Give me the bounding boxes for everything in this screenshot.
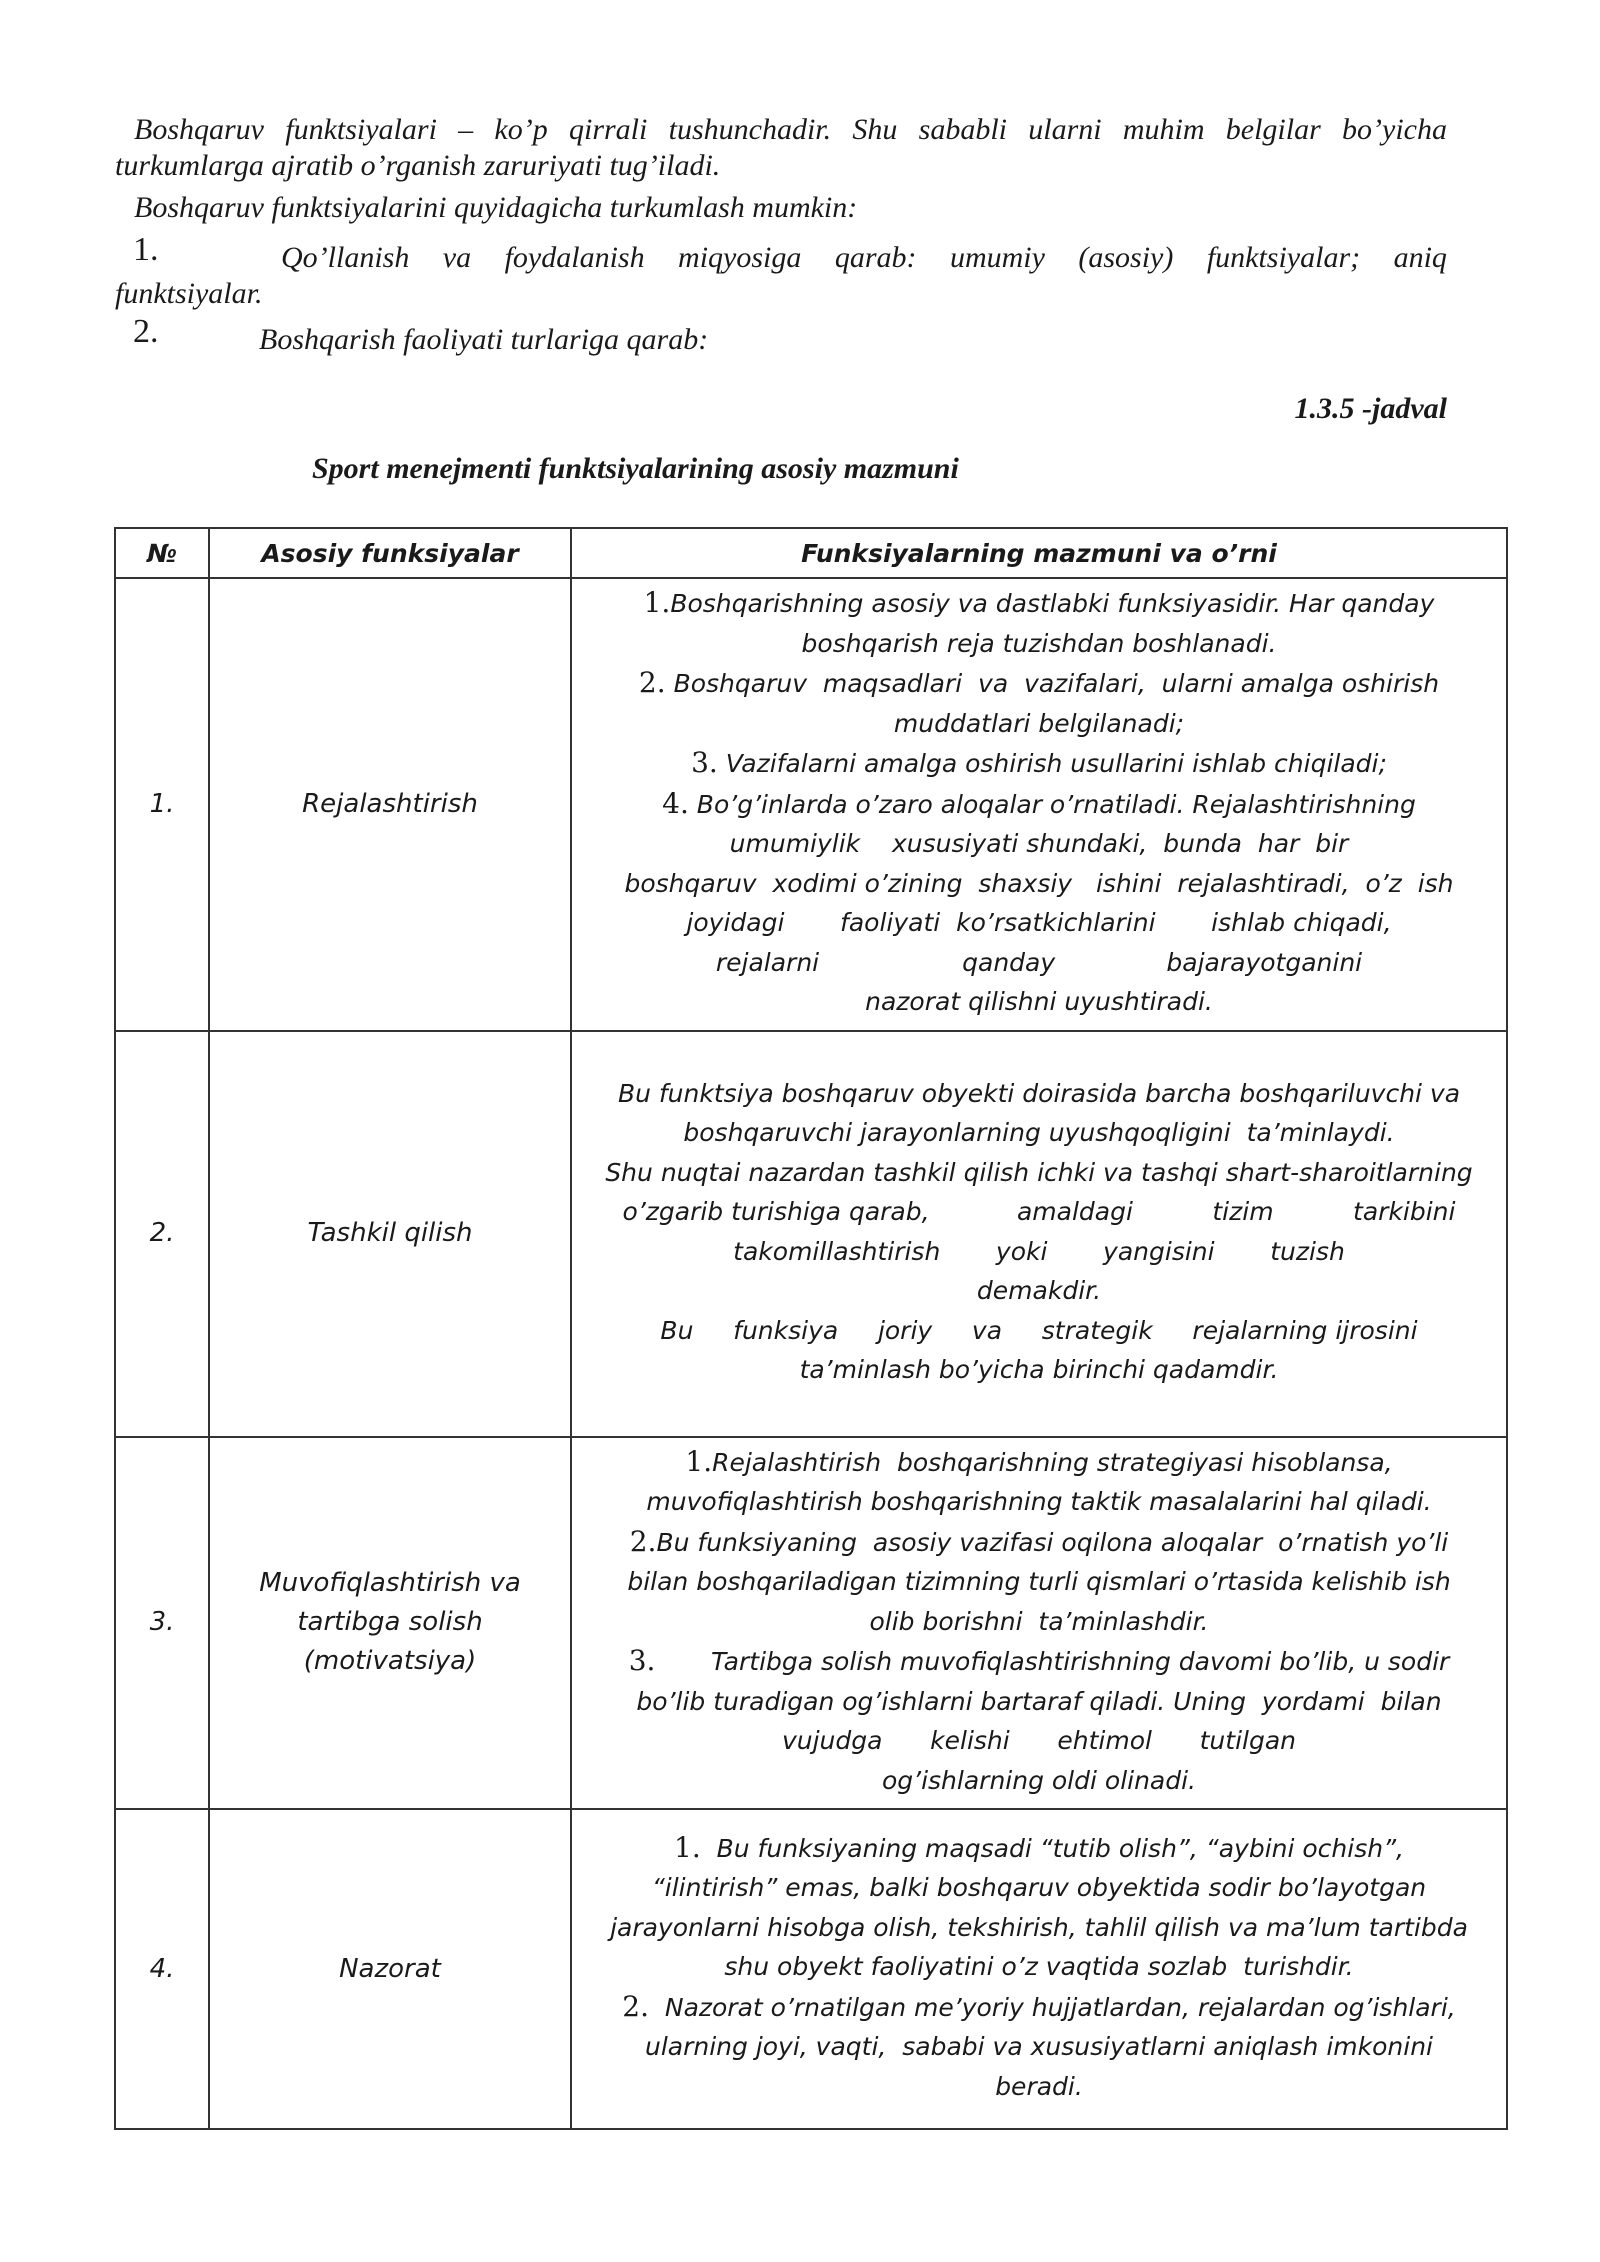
row-number: 1. [115, 578, 209, 1031]
item-number: 1. [643, 586, 671, 619]
description-line [586, 2067, 1492, 2107]
line-text: boshqaruv xodimi o’zining shaxsiy ishini rejalashtiradi, o’z ish [624, 868, 1454, 898]
line-text: bo’lib turadigan og’ishlarni bartaraf qiladi. Uning yordami bilan [636, 1686, 1442, 1716]
description-line [586, 1232, 1492, 1272]
function-description [571, 1437, 1507, 1810]
description-line [586, 1828, 1492, 1869]
line-text: Vazifalarni amalga oshirish usullarini ishlab chiqiladi; [717, 749, 1387, 778]
list-item-2-text: Boshqarish faoliyati turlariga qarab: [259, 323, 709, 356]
description-line [586, 1761, 1492, 1801]
line-text: Bu funksiyaning asosiy vazifasi oqilona aloqalar o’rnatish yo’li [656, 1527, 1449, 1557]
description-line [586, 1947, 1492, 1987]
table-header-row [115, 528, 1507, 578]
line-text: muvofiqlashtirish boshqarishning taktik masalalarini hal qiladi. [646, 1487, 1432, 1516]
list-item-1-word: funktsiyalar; [1206, 241, 1361, 274]
line-text: takomillashtirish yoki yangisini tuzish [733, 1236, 1345, 1266]
description-line [586, 1153, 1492, 1193]
line-text: Boshqarishning asosiy va dastlabki funksiyasidir. Har qanday [670, 589, 1435, 618]
line-text: demakdir. [976, 1276, 1102, 1305]
table-title: Sport menejmenti funktsiyalarining asosiy mazmuni [312, 452, 959, 485]
row-number: 2. [115, 1031, 209, 1437]
list-item-1-continuation: funktsiyalar. [115, 277, 263, 310]
description-line [586, 824, 1492, 864]
item-number: 1. [674, 1830, 701, 1864]
line-text: rejalarni qanday bajarayotganini [715, 947, 1363, 977]
description-line [586, 1074, 1492, 1114]
table-label: 1.3.5 -jadval [1294, 392, 1447, 425]
description-line [586, 624, 1492, 664]
function-name [209, 1437, 571, 1810]
description-line [586, 583, 1492, 624]
table-row [115, 1437, 1507, 1810]
line-text: joyidagi faoliyati ko’rsatkichlarini ishlab chiqadi, [686, 908, 1392, 937]
line-text: muddatlari belgilanadi; [893, 708, 1185, 738]
list-item-1-word: (asosiy) [1078, 241, 1174, 274]
function-description [571, 578, 1507, 1031]
list-item-1-word: umumiy [949, 241, 1045, 274]
line-text: Rejalashtirish boshqarishning strategiyasi hisoblansa, [712, 1447, 1393, 1477]
function-name-line: Muvofiqlashtirish va [259, 1568, 521, 1599]
row-number: 4. [115, 1809, 209, 2129]
table-row [115, 1809, 1507, 2129]
description-line [586, 1908, 1492, 1948]
description-line [586, 1311, 1492, 1351]
description-line [586, 1113, 1492, 1153]
description-line [586, 1350, 1492, 1390]
description-line [586, 1602, 1492, 1642]
item-number: 2. [629, 1524, 657, 1558]
description-line [586, 2027, 1492, 2067]
list-item-1-word: foydalanish [504, 241, 645, 274]
line-text: Shu nuqtai nazardan tashkil qilish ichki va tashqi shart-sharoitlarning [605, 1157, 1473, 1187]
list-number: 1. [133, 231, 159, 268]
line-text: shu obyekt faoliyatini o’z vaqtida sozlab turishdir. [724, 1952, 1354, 1982]
item-number: 3. [628, 1644, 656, 1677]
intro-paragraph-1: Boshqaruv funktsiyalari – ko’p qirrali tushunchadir. Shu sababli ularni muhim belgilar bo’yicha turkumlarga ajratib o’rganish zaruriyati tug’iladi. [115, 113, 1447, 182]
function-description [571, 1809, 1507, 2129]
description-line [586, 704, 1492, 744]
line-text: o’zgarib turishiga qarab, amaldagi tizim tarkibini [622, 1197, 1456, 1226]
header-functions: Asosiy funksiyalar [209, 528, 571, 578]
list-item-1-word: qarab: [834, 241, 917, 274]
line-text: ta’minlash bo’yicha birinchi qadamdir. [799, 1355, 1279, 1384]
list-item-1-word: aniq [1393, 241, 1447, 274]
table-row [115, 578, 1507, 1031]
item-number: 2. [622, 1989, 649, 2023]
item-number: 2. [638, 666, 666, 699]
description-line [586, 1682, 1492, 1722]
row-number: 3. [115, 1437, 209, 1810]
item-number: 1. [685, 1444, 713, 1478]
line-text: ularning joyi, vaqti, sababi va xususiyatlarni aniqlash imkonini [644, 2032, 1434, 2062]
list-item-1-word: Qo’llanish [281, 241, 410, 274]
list-number: 2. [133, 313, 159, 350]
description-line [586, 1868, 1492, 1908]
function-name-line: (motivatsiya) [303, 1646, 477, 1677]
function-name: Rejalashtirish [209, 578, 571, 1031]
line-text: Boshqaruv maqsadlari va vazifalari, ularni amalga oshirish [665, 669, 1440, 698]
line-text: Bu funksiya joriy va strategik rejalarning ijrosini [660, 1315, 1418, 1345]
function-name: Nazorat [209, 1809, 571, 2129]
description-line [586, 1641, 1492, 1682]
line-text: Bu funksiyaning maqsadi “tutib olish”, “aybini ochish”, [700, 1833, 1404, 1863]
header-content: Funksiyalarning mazmuni va o’rni [571, 528, 1507, 578]
function-name-line: tartibga solish [297, 1607, 483, 1638]
line-text: umumiylik xususiyati shundaki, bunda har bir [729, 829, 1349, 858]
line-text: “ilintirish” emas, balki boshqaruv obyektida sodir bo’layotgan [651, 1873, 1427, 1903]
line-text: olib borishni ta’minlashdir. [869, 1606, 1209, 1636]
item-number: 3. [691, 746, 718, 779]
list-item-1-word: miqyosiga [678, 241, 802, 274]
description-line [586, 943, 1492, 983]
line-text: boshqarish reja tuzishdan boshlanadi. [801, 628, 1277, 658]
table-row [115, 1031, 1507, 1437]
description-line [586, 1442, 1492, 1483]
line-text: Tartibga solish muvofiqlashtirishning davomi bo’lib, u sodir [655, 1647, 1450, 1676]
description-line [586, 864, 1492, 904]
description-line [586, 1721, 1492, 1761]
description-line [586, 1987, 1492, 2028]
line-text: og’ishlarning oldi olinadi. [881, 1765, 1197, 1795]
line-text: Bo’g’inlarda o’zaro aloqalar o’rnatiladi. Rejalashtirishning [688, 789, 1416, 819]
line-text: boshqaruvchi jarayonlarning uyushqoqligini ta’minlaydi. [683, 1118, 1395, 1147]
list-item-1-text [281, 240, 1447, 276]
line-text: beradi. [995, 2071, 1083, 2101]
list-item-1-word: va [442, 241, 472, 274]
line-text: bilan boshqariladigan tizimning turli qismlari o’rtasida kelishib ish [627, 1567, 1451, 1596]
description-line [586, 1522, 1492, 1563]
description-line [586, 663, 1492, 704]
description-line [586, 1482, 1492, 1522]
functions-table [114, 527, 1508, 2130]
description-line [586, 1192, 1492, 1232]
description-line [586, 982, 1492, 1022]
item-number: 4. [662, 786, 689, 820]
line-text: Nazorat o’rnatilgan me’yoriy hujjatlardan, rejalardan og’ishlari, [648, 1992, 1456, 2022]
line-text: vujudga kelishi ehtimol tutilgan [781, 1726, 1297, 1755]
line-text: nazorat qilishni uyushtiradi. [865, 987, 1213, 1016]
line-text: Bu funktsiya boshqaruv obyekti doirasida barcha boshqariluvchi va [617, 1078, 1461, 1108]
description-line [586, 903, 1492, 943]
function-name: Tashkil qilish [209, 1031, 571, 1437]
description-line [586, 784, 1492, 825]
description-line [586, 1562, 1492, 1602]
function-description [571, 1031, 1507, 1437]
description-line [586, 1271, 1492, 1311]
header-number: № [115, 528, 209, 578]
line-text: jarayonlarni hisobga olish, tekshirish, tahlil qilish va ma’lum tartibda [610, 1912, 1468, 1942]
description-line [586, 743, 1492, 784]
intro-paragraph-2: Boshqaruv funktsiyalarini quyidagicha turkumlash mumkin: [134, 191, 858, 224]
